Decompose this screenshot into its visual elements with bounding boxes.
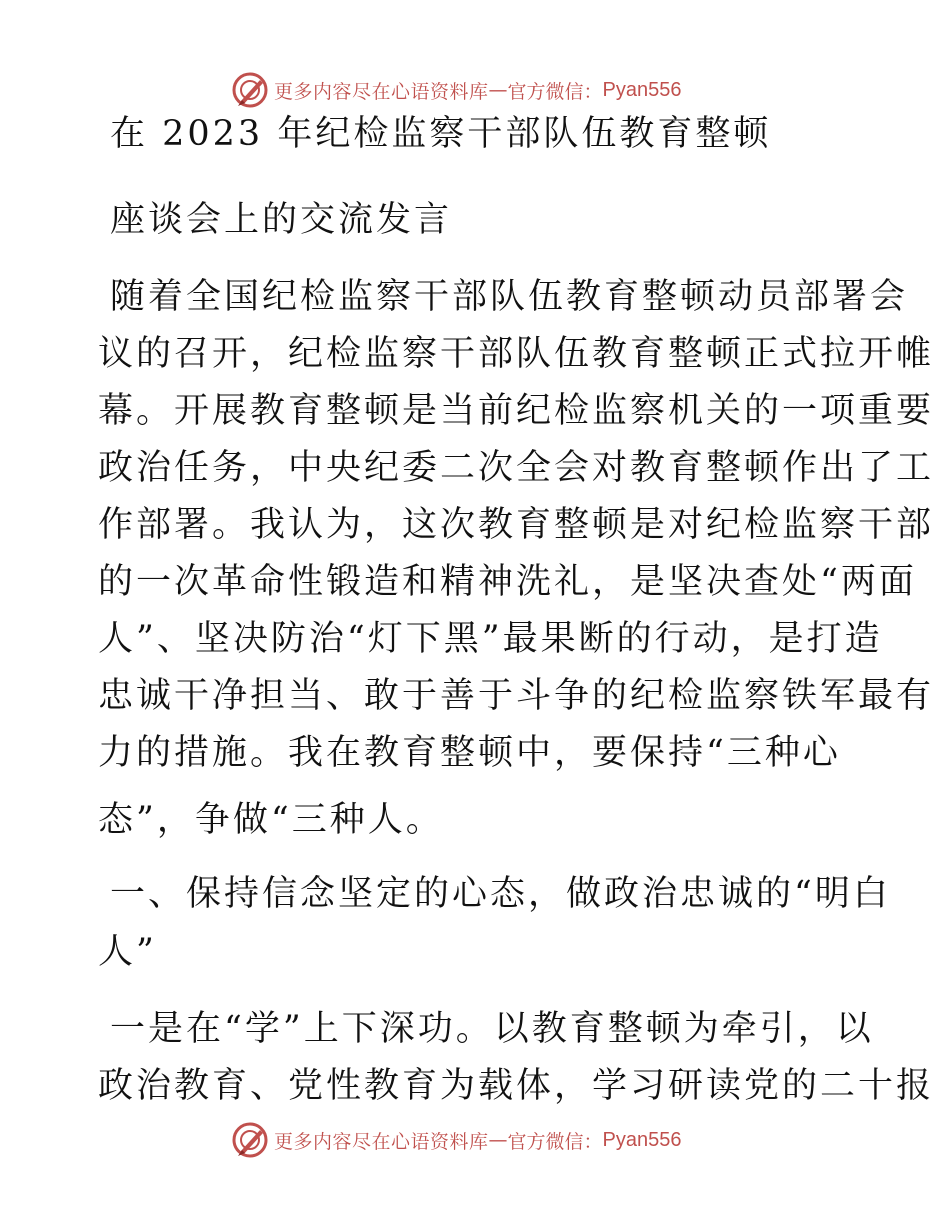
paragraph-line: 幕。开展教育整顿是当前纪检监察机关的一项重要 — [98, 391, 935, 431]
watermark-banner-top — [230, 68, 682, 112]
watermark-wechat-id: Pyan556 — [602, 78, 682, 101]
paragraph-line: 作部署。我认为，这次教育整顿是对纪检监察干部 — [98, 505, 935, 545]
paragraph-line: 态”，争做“三种人。 — [98, 800, 444, 840]
document-title-line-1: 在 2023 年纪检监察干部队伍教育整顿 — [110, 114, 772, 154]
paragraph-line: 议的召开，纪检监察干部队伍教育整顿正式拉开帷 — [98, 334, 935, 374]
watermark-dash: — — [488, 79, 508, 101]
paragraph-line: 力的措施。我在教育整顿中，要保持“三种心 — [98, 733, 841, 773]
paragraph-line: 的一次革命性锻造和精神洗礼，是坚决查处“两面 — [98, 562, 917, 602]
watermark-wechat-label: 官方微信： — [507, 1130, 603, 1153]
watermark-wechat-label: 官方微信： — [507, 80, 603, 103]
watermark-text: 更多内容尽在心语资料库 — [274, 1130, 489, 1153]
section-heading-line: 人” — [98, 932, 157, 972]
watermark-wechat-id: Pyan556 — [602, 1128, 682, 1151]
watermark-dash: — — [488, 1129, 508, 1151]
document-title-line-2: 座谈会上的交流发言 — [110, 200, 453, 240]
paragraph-line: 政治任务，中央纪委二次全会对教育整顿作出了工 — [98, 448, 935, 488]
paragraph-line: 忠诚干净担当、敢于善于斗争的纪检监察铁军最有 — [98, 676, 935, 716]
watermark-text: 更多内容尽在心语资料库 — [274, 80, 489, 103]
watermark-banner-bottom — [230, 1118, 682, 1162]
paragraph-line: 人”、坚决防治“灯下黑”最果断的行动，是打造 — [98, 619, 883, 659]
point-line: 政治教育、党性教育为载体，学习研读党的二十报 — [98, 1066, 935, 1106]
pen-logo-icon — [230, 70, 270, 110]
pen-logo-icon — [230, 1120, 270, 1160]
section-heading-line: 一、保持信念坚定的心态，做政治忠诚的“明白 — [110, 874, 891, 914]
paragraph-line: 随着全国纪检监察干部队伍教育整顿动员部署会 — [110, 277, 909, 317]
point-line: 一是在“学”上下深功。以教育整顿为牵引，以 — [110, 1009, 874, 1049]
